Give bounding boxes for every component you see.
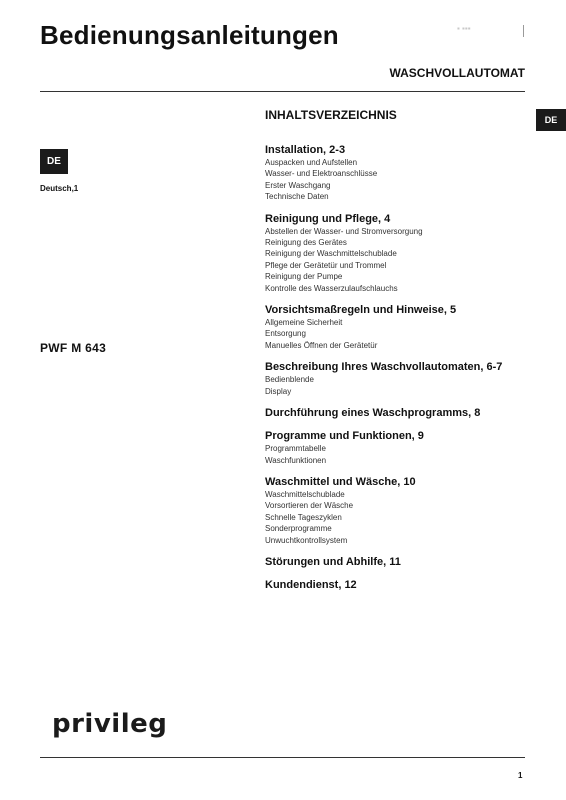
- toc-item[interactable]: Sonderprogramme: [265, 524, 332, 534]
- toc-item[interactable]: Technische Daten: [265, 192, 329, 202]
- toc-section: [265, 406, 545, 420]
- toc-item[interactable]: Unwuchtkontrollsystem: [265, 535, 348, 545]
- toc-item[interactable]: Abstellen der Wasser- und Stromversorgung: [265, 226, 423, 236]
- language-link[interactable]: Deutsch,1: [40, 184, 79, 193]
- page-number: 1: [518, 771, 523, 780]
- toc-section-title[interactable]: Durchführung eines Waschprogramms, 8: [265, 407, 481, 420]
- corner-mark: [523, 25, 524, 37]
- toc-section-title[interactable]: Vorsichtsmaßregeln und Hinweise, 5: [265, 304, 457, 317]
- corner-mark: ▪ ▪▪▪: [457, 24, 471, 33]
- model-number: PWF M 643: [40, 341, 107, 355]
- toc-item[interactable]: Kontrolle des Wasserzulaufschlauchs: [265, 283, 398, 293]
- toc-item[interactable]: Bedienblende: [265, 375, 314, 385]
- toc-item[interactable]: Programmtabelle: [265, 444, 326, 454]
- toc-item[interactable]: Reinigung des Gerätes: [265, 238, 347, 248]
- table-of-contents: [265, 143, 545, 601]
- document-subtitle: WASCHVOLLAUTOMAT: [389, 66, 525, 80]
- toc-section: [265, 212, 545, 294]
- toc-section-title[interactable]: Programme und Funktionen, 9: [265, 430, 424, 443]
- header-divider: [40, 91, 525, 92]
- page-title: Bedienungsanleitungen: [40, 20, 339, 50]
- privileg-logo: [52, 710, 192, 744]
- toc-section: [265, 360, 545, 397]
- toc-item[interactable]: Manuelles Öffnen der Gerätetür: [265, 340, 378, 350]
- toc-section: [265, 578, 545, 592]
- toc-item[interactable]: Reinigung der Pumpe: [265, 272, 343, 282]
- toc-section-title[interactable]: Störungen und Abhilfe, 11: [265, 555, 401, 568]
- toc-item[interactable]: Allgemeine Sicherheit: [265, 318, 343, 328]
- toc-section-title[interactable]: Kundendienst, 12: [265, 578, 357, 591]
- toc-section-title[interactable]: Reinigung und Pflege, 4: [265, 212, 391, 225]
- toc-item[interactable]: Auspacken und Aufstellen: [265, 158, 358, 167]
- toc-item[interactable]: Display: [265, 386, 292, 396]
- toc-heading: INHALTSVERZEICHNIS: [265, 108, 397, 122]
- toc-item[interactable]: Reinigung der Waschmittelschublade: [265, 249, 397, 259]
- toc-section: [265, 143, 545, 203]
- toc-item[interactable]: Schnelle Tageszyklen: [265, 512, 342, 522]
- toc-section-title[interactable]: Installation, 2-3: [265, 144, 346, 156]
- toc-section: [265, 475, 545, 546]
- language-tab[interactable]: DE: [536, 109, 566, 131]
- toc-item[interactable]: Erster Waschgang: [265, 180, 331, 190]
- toc-section-title[interactable]: Waschmittel und Wäsche, 10: [265, 475, 416, 488]
- toc-item[interactable]: Vorsortieren der Wäsche: [265, 501, 354, 511]
- toc-item[interactable]: Pflege der Gerätetür und Trommel: [265, 260, 387, 270]
- footer-divider: [40, 757, 525, 758]
- toc-section: [265, 303, 545, 351]
- logo-wordmark: privileg: [52, 710, 168, 739]
- toc-item[interactable]: Waschmittelschublade: [265, 489, 345, 499]
- toc-section: [265, 429, 545, 466]
- toc-section-title[interactable]: Beschreibung Ihres Waschvollautomaten, 6-7: [265, 361, 503, 374]
- toc-section: [265, 555, 545, 569]
- toc-item[interactable]: Waschfunktionen: [265, 455, 327, 465]
- toc-item[interactable]: Wasser- und Elektroanschlüsse: [265, 169, 378, 179]
- language-badge[interactable]: DE: [40, 149, 68, 174]
- toc-item[interactable]: Entsorgung: [265, 329, 306, 339]
